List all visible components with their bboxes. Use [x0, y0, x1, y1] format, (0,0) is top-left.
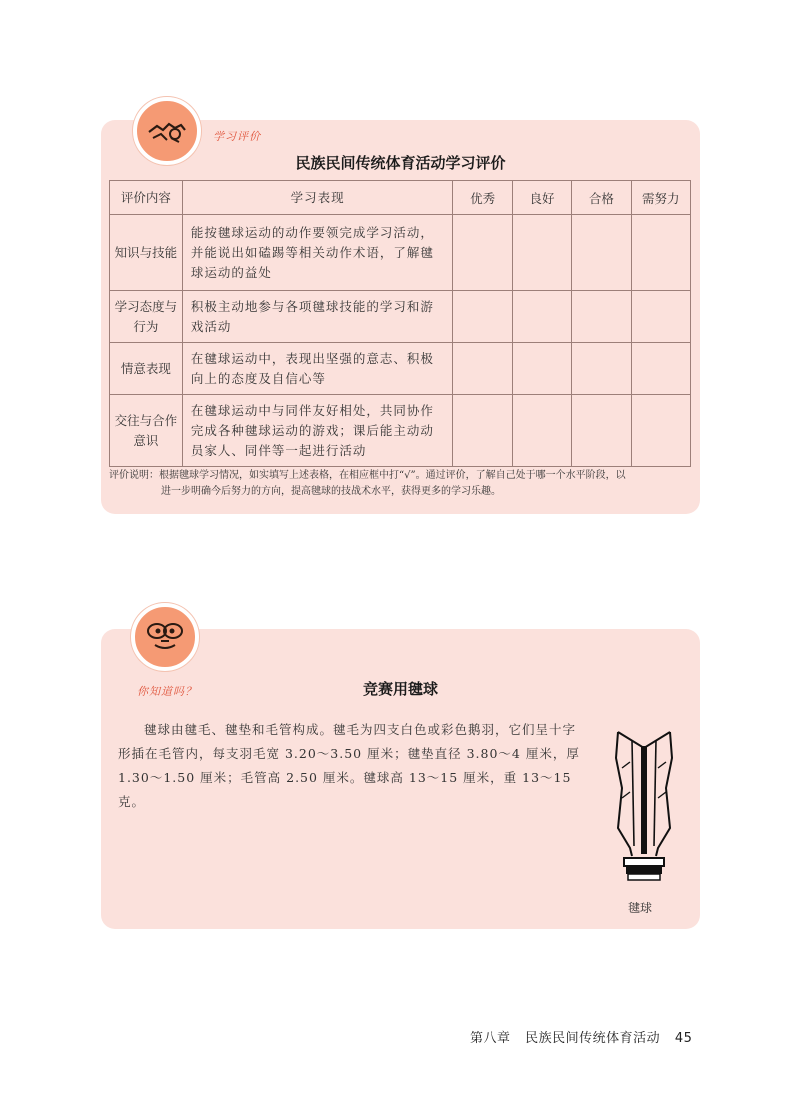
footer-page-number: 45 [674, 1031, 693, 1046]
row-performance: 能按毽球运动的动作要领完成学习活动，并能说出如磕踢等相关动作术语，了解毽球运动的益处 [182, 215, 453, 291]
table-row [110, 343, 691, 395]
table-row [110, 395, 691, 467]
row-item: 知识与技能 [110, 215, 183, 291]
grade-cell-pass[interactable] [572, 343, 631, 395]
grade-cell-excellent[interactable] [453, 343, 512, 395]
grade-cell-good[interactable] [512, 291, 571, 343]
grade-cell-good[interactable] [512, 395, 571, 467]
table-row [110, 291, 691, 343]
evaluation-badge-caption: 学习评价 [213, 130, 261, 143]
table-header-row [110, 181, 691, 215]
grade-cell-needs-effort[interactable] [631, 291, 690, 343]
thinking-face-icon [143, 617, 187, 657]
grade-cell-needs-effort[interactable] [631, 395, 690, 467]
evaluation-title: 民族民间传统体育活动学习评价 [295, 154, 506, 172]
header-excellent: 优秀 [453, 181, 512, 215]
footer-chapter-title: 民族民间传统体育活动 [525, 1031, 661, 1046]
header-good: 良好 [512, 181, 571, 215]
footer-chapter: 第八章 [470, 1031, 511, 1046]
header-pass: 合格 [572, 181, 631, 215]
header-item: 评价内容 [110, 181, 183, 215]
header-performance: 学习表现 [182, 181, 453, 215]
did-you-know-body: 毽球由毽毛、毽垫和毛管构成。毽毛为四支白色或彩色鹅羽，它们呈十字形插在毛管内，每支羽毛宽 3.20～3.50 厘米；毽垫直径 3.80～4 厘米，厚 1.30～1.50 厘米；毛管高 2.50 厘米。毽球高 13～15 厘米，重 13～15 克。 [118, 722, 580, 809]
grade-cell-excellent[interactable] [453, 395, 512, 467]
shuttlecock-caption: 毽球 [628, 901, 653, 915]
grade-cell-good[interactable] [512, 215, 571, 291]
row-performance: 在毽球运动中与同伴友好相处，共同协作完成各种毽球运动的游戏；课后能主动动员家人、同伴等一起进行活动 [182, 395, 453, 467]
row-performance: 积极主动地参与各项毽球技能的学习和游戏活动 [182, 291, 453, 343]
grade-cell-excellent[interactable] [453, 291, 512, 343]
shuttlecock-figure-icon [608, 728, 680, 888]
shuttlecock-kick-icon [145, 116, 189, 146]
evaluation-note-line1: 评价说明：根据毽球学习情况，如实填写上述表格，在相应框中打“√”。通过评价，了解自己处于哪一个水平阶段，以 [109, 470, 626, 481]
did-you-know-badge [131, 603, 199, 671]
row-item: 情意表现 [110, 343, 183, 395]
grade-cell-pass[interactable] [572, 395, 631, 467]
page-footer [470, 1027, 702, 1046]
grade-cell-pass[interactable] [572, 291, 631, 343]
row-item: 学习态度与行为 [110, 291, 183, 343]
header-needs-effort: 需努力 [631, 181, 690, 215]
did-you-know-caption: 你知道吗？ [137, 685, 197, 698]
table-row [110, 215, 691, 291]
row-item: 交往与合作意识 [110, 395, 183, 467]
evaluation-table [109, 180, 691, 467]
grade-cell-good[interactable] [512, 343, 571, 395]
row-performance: 在毽球运动中，表现出坚强的意志、积极向上的态度及自信心等 [182, 343, 453, 395]
grade-cell-pass[interactable] [572, 215, 631, 291]
evaluation-note [109, 468, 694, 500]
evaluation-note-line2: 进一步明确今后努力的方向，提高毽球的技战术水平，获得更多的学习乐趣。 [161, 486, 501, 497]
did-you-know-title: 竞赛用毽球 [362, 680, 438, 698]
grade-cell-excellent[interactable] [453, 215, 512, 291]
grade-cell-needs-effort[interactable] [631, 343, 690, 395]
grade-cell-needs-effort[interactable] [631, 215, 690, 291]
